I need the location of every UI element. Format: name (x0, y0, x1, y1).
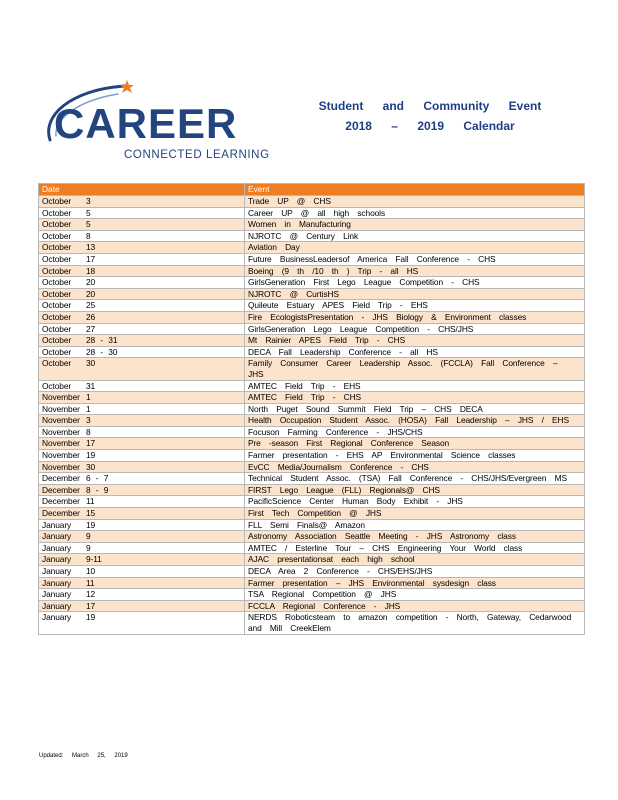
table-row (39, 496, 585, 508)
month-text: November (42, 438, 80, 449)
day-text: 17 (86, 438, 96, 449)
month-text: November (42, 392, 80, 403)
event-cell: DECA Area 2 Conference - CHS/EHS/JHS (245, 566, 585, 578)
table-row (39, 554, 585, 566)
day-text: 3 (86, 196, 91, 206)
month-text: October (42, 346, 72, 357)
updated-date: Updated: March 25, 2019 (39, 753, 128, 759)
month-text: November (42, 450, 80, 461)
day-text: 8 - 9 (86, 484, 109, 495)
day-text: 8 (86, 426, 91, 437)
table-row (39, 219, 585, 231)
day-text: 20 (86, 277, 96, 288)
date-cell (39, 219, 245, 231)
event-cell: FLL Semi Finals@ Amazon (245, 519, 585, 531)
day-text: 10 (86, 566, 96, 576)
date-cell (39, 473, 245, 485)
date-cell (39, 496, 245, 508)
month-text: January (42, 542, 72, 553)
day-text: 11 (86, 577, 95, 588)
month-text: January (42, 612, 72, 623)
event-cell: Pre -season First Regional Conference Season (245, 438, 585, 450)
day-text: 5 (86, 219, 91, 230)
date-cell (39, 508, 245, 520)
event-cell: Fire EcologistsPresentation - JHS Biology & Environment classes (245, 311, 585, 323)
month-text: October (42, 380, 72, 391)
page-title-line-1: Student and Community Event (318, 99, 542, 113)
date-cell (39, 277, 245, 289)
event-cell: NJROTC @ CurtisHS (245, 288, 585, 300)
page-title-line-2: 2018 – 2019 Calendar (345, 119, 515, 133)
event-cell: GirlsGeneration First Lego League Competition - CHS (245, 277, 585, 289)
day-text: 17 (86, 600, 96, 611)
date-cell (39, 242, 245, 254)
date-cell (39, 358, 245, 380)
date-cell (39, 426, 245, 438)
date-cell (39, 207, 245, 219)
career-connected-learning-logo (40, 78, 280, 168)
event-calendar-table (38, 183, 585, 635)
day-text: 19 (86, 450, 96, 461)
event-cell: First Tech Competition @ JHS (245, 508, 585, 520)
day-text: 12 (86, 589, 96, 600)
event-cell: PacificScience Center Human Body Exhibit - JHS (245, 496, 585, 508)
date-cell (39, 612, 245, 634)
date-cell (39, 253, 245, 265)
date-cell (39, 288, 245, 300)
month-text: October (42, 242, 72, 253)
table-row (39, 288, 585, 300)
table-row (39, 242, 585, 254)
date-cell (39, 311, 245, 323)
star-icon (120, 80, 134, 93)
month-text: October (42, 253, 72, 264)
table-row (39, 392, 585, 404)
month-text: November (42, 426, 80, 437)
event-cell: Focuson Farming Conference - JHS/CHS (245, 426, 585, 438)
date-cell (39, 484, 245, 496)
table-row (39, 230, 585, 242)
event-cell: Trade UP @ CHS (245, 196, 585, 208)
event-cell: DECA Fall Leadership Conference - all HS (245, 346, 585, 358)
date-cell (39, 531, 245, 543)
day-text: 19 (86, 519, 96, 530)
month-text: January (42, 531, 72, 542)
day-text: 9 (86, 531, 91, 542)
month-text: November (42, 415, 80, 426)
date-cell (39, 415, 245, 427)
event-cell: Women in Manufacturing (245, 219, 585, 231)
table-row (39, 265, 585, 277)
date-cell (39, 600, 245, 612)
table-row (39, 426, 585, 438)
month-text: October (42, 311, 72, 322)
table-row (39, 358, 585, 380)
day-text: 18 (86, 265, 96, 276)
date-cell (39, 554, 245, 566)
table-row (39, 612, 585, 634)
event-cell: AMTEC Field Trip - CHS (245, 392, 585, 404)
date-cell (39, 196, 245, 208)
month-text: October (42, 265, 72, 276)
month-text: January (42, 600, 72, 611)
table-row (39, 196, 585, 208)
event-cell: Boeing (9 th /10 th ) Trip - all HS (245, 265, 585, 277)
table-row (39, 346, 585, 358)
event-column-header: Event (245, 184, 585, 196)
month-text: October (42, 219, 72, 230)
event-cell: AMTEC / Esterline Tour – CHS Engineering Your World class (245, 542, 585, 554)
date-cell (39, 392, 245, 404)
date-column-header: Date (39, 184, 245, 196)
table-row (39, 311, 585, 323)
day-text: 11 (86, 496, 95, 507)
table-row (39, 461, 585, 473)
day-text: 17 (86, 253, 96, 264)
month-text: October (42, 335, 72, 346)
date-cell (39, 566, 245, 578)
table-row (39, 450, 585, 462)
day-text: 28 - 31 (86, 335, 118, 346)
event-cell: Farmer presentation - EHS AP Environmental Science classes (245, 450, 585, 462)
table-row (39, 531, 585, 543)
date-cell (39, 542, 245, 554)
month-text: November (42, 461, 80, 472)
table-row (39, 380, 585, 392)
day-text: 13 (86, 242, 96, 253)
date-cell (39, 450, 245, 462)
table-row (39, 589, 585, 601)
event-cell: NJROTC @ Century Link (245, 230, 585, 242)
table-row (39, 277, 585, 289)
date-cell (39, 323, 245, 335)
event-cell: FCCLA Regional Conference - JHS (245, 600, 585, 612)
event-cell: NERDS Roboticsteam to amazon competition - North, Gateway, Cedarwood and Mill CreekElem (245, 612, 585, 634)
month-text: October (42, 288, 72, 299)
event-cell: Aviation Day (245, 242, 585, 254)
event-cell: FIRST Lego League (FLL) Regionals@ CHS (245, 484, 585, 496)
month-text: December (42, 484, 80, 495)
date-cell (39, 300, 245, 312)
day-text: 19 (86, 612, 96, 623)
day-text: 9-11 (86, 554, 102, 565)
day-text: 1 (86, 392, 91, 403)
date-cell (39, 461, 245, 473)
event-cell: Family Consumer Career Leadership Assoc. (FCCLA) Fall Conference – JHS (245, 358, 585, 380)
day-text: 30 (86, 358, 96, 369)
event-cell: AJAC presentationsat each high school (245, 554, 585, 566)
month-text: October (42, 300, 72, 311)
month-text: January (42, 589, 72, 600)
date-cell (39, 403, 245, 415)
table-row (39, 542, 585, 554)
table-row (39, 566, 585, 578)
day-text: 1 (86, 403, 91, 414)
day-text: 8 (86, 230, 91, 241)
day-text: 28 - 30 (86, 346, 118, 357)
table-row (39, 253, 585, 265)
table-row (39, 300, 585, 312)
date-cell (39, 519, 245, 531)
day-text: 20 (86, 288, 96, 299)
date-cell (39, 577, 245, 589)
month-text: October (42, 230, 72, 241)
event-cell: Astronomy Association Seattle Meeting - JHS Astronomy class (245, 531, 585, 543)
month-text: October (42, 207, 72, 218)
date-cell (39, 335, 245, 347)
day-text: 6 - 7 (86, 473, 109, 484)
event-cell: North Puget Sound Summit Field Trip – CHS DECA (245, 403, 585, 415)
date-cell (39, 265, 245, 277)
month-text: December (42, 508, 80, 519)
table-row (39, 484, 585, 496)
logo-tagline: CONNECTED LEARNING (124, 149, 270, 161)
month-text: January (42, 566, 72, 576)
day-text: 9 (86, 542, 91, 553)
month-text: January (42, 577, 72, 588)
month-text: January (42, 519, 72, 530)
table-row (39, 600, 585, 612)
table-row (39, 323, 585, 335)
month-text: October (42, 358, 72, 369)
event-cell: AMTEC Field Trip - EHS (245, 380, 585, 392)
table-row (39, 508, 585, 520)
table-header-row (39, 184, 585, 196)
table-row (39, 577, 585, 589)
month-text: December (42, 496, 80, 507)
table-row (39, 519, 585, 531)
day-text: 30 (86, 461, 96, 472)
month-text: December (42, 473, 80, 484)
day-text: 25 (86, 300, 96, 311)
month-text: October (42, 323, 72, 334)
month-text: October (42, 196, 72, 206)
event-cell: EvCC Media/Journalism Conference - CHS (245, 461, 585, 473)
date-cell (39, 346, 245, 358)
date-cell (39, 230, 245, 242)
table-row (39, 473, 585, 485)
event-cell: Mt Rainier APES Field Trip - CHS (245, 335, 585, 347)
event-cell: Quileute Estuary APES Field Trip - EHS (245, 300, 585, 312)
day-text: 27 (86, 323, 96, 334)
day-text: 31 (86, 380, 96, 391)
month-text: October (42, 277, 72, 288)
table-row (39, 438, 585, 450)
month-text: November (42, 403, 80, 414)
logo-wordmark: CAREER (54, 100, 238, 147)
table-row (39, 415, 585, 427)
event-cell: Technical Student Assoc. (TSA) Fall Conference - CHS/JHS/Evergreen MS (245, 473, 585, 485)
event-cell: TSA Regional Competition @ JHS (245, 589, 585, 601)
date-cell (39, 380, 245, 392)
table-body (39, 196, 585, 635)
event-cell: Career UP @ all high schools (245, 207, 585, 219)
month-text: January (42, 554, 72, 565)
event-cell: Future BusinessLeadersof America Fall Conference - CHS (245, 253, 585, 265)
day-text: 5 (86, 207, 91, 218)
day-text: 26 (86, 311, 96, 322)
table-row (39, 335, 585, 347)
date-cell (39, 438, 245, 450)
table-row (39, 207, 585, 219)
date-cell (39, 589, 245, 601)
event-cell: Farmer presentation – JHS Environmental sysdesign class (245, 577, 585, 589)
event-cell: Health Occupation Student Assoc. (HOSA) Fall Leadership – JHS / EHS (245, 415, 585, 427)
event-cell: GirlsGeneration Lego League Competition - CHS/JHS (245, 323, 585, 335)
day-text: 15 (86, 508, 96, 519)
table-row (39, 403, 585, 415)
day-text: 3 (86, 415, 91, 426)
